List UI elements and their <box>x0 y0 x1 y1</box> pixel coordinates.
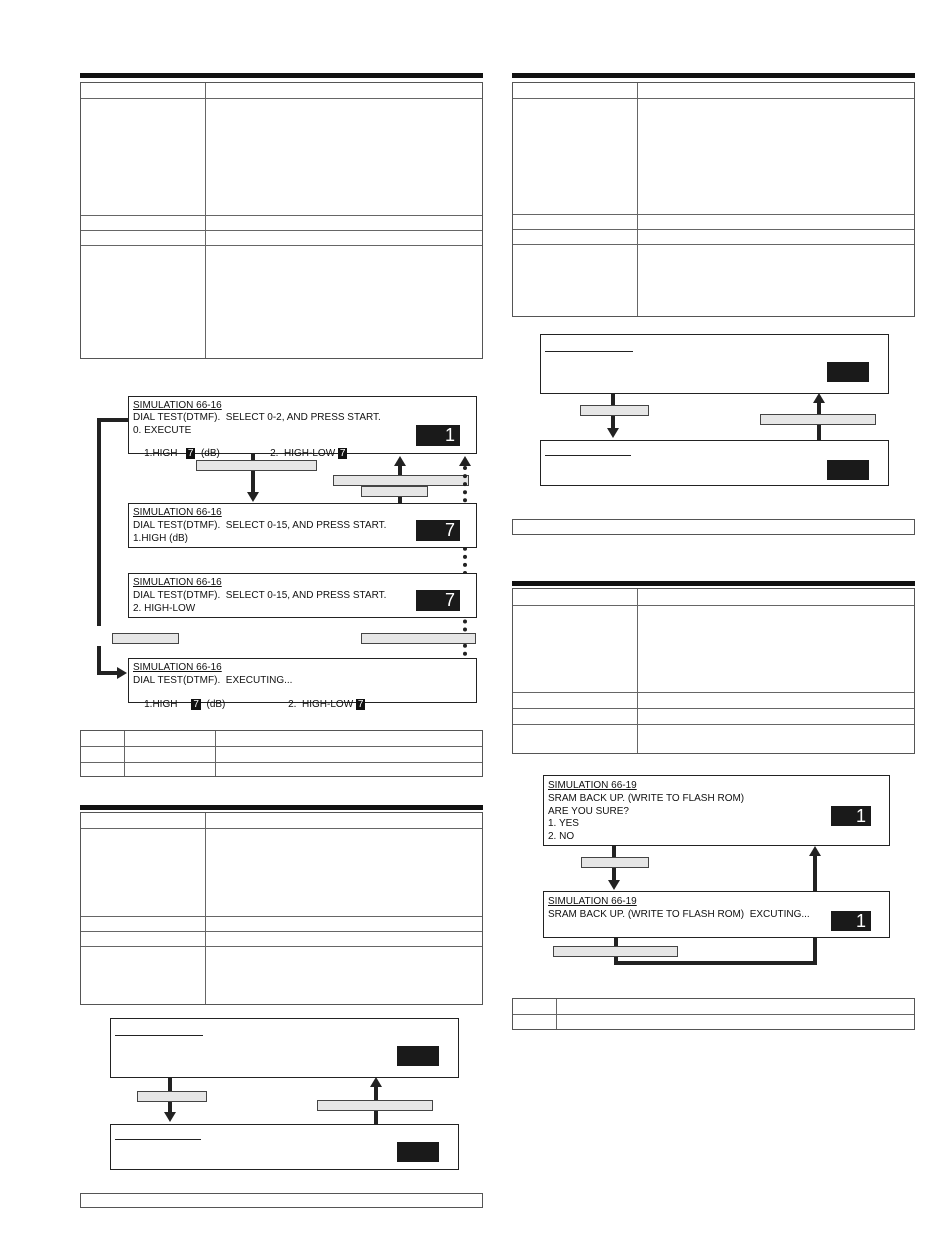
note-row-right <box>512 519 915 535</box>
key-label-blank <box>112 633 179 644</box>
blank-title-underline <box>545 455 631 456</box>
screen-title: SIMULATION 66-19 <box>548 780 637 791</box>
key-label-blank <box>317 1100 433 1111</box>
highlow-line <box>277 688 365 721</box>
screen-display: 1 <box>831 911 871 931</box>
screen-line: DIAL TEST(DTMF). EXECUTING... <box>133 675 293 686</box>
spec-table-mid-left <box>80 812 483 1005</box>
screen-line: 1.HIGH (dB) <box>133 533 189 544</box>
screen-display: 1 <box>416 425 460 446</box>
blank-display <box>827 460 869 480</box>
key-label-blank <box>760 414 876 425</box>
screen-line: SRAM BACK UP. (WRITE TO FLASH ROM) EXCUTING... <box>548 909 810 920</box>
screen-line-values <box>133 688 225 721</box>
flow-line-left <box>97 418 101 626</box>
arrow-right <box>117 667 127 679</box>
highlow-label: 2. HIGH-LOW <box>288 699 354 710</box>
key-label-blank <box>333 475 469 486</box>
db-label: (dB) <box>206 699 226 710</box>
key-label-blank <box>361 633 476 644</box>
note-row-left <box>80 1193 483 1208</box>
key-label-blank <box>196 460 317 471</box>
screen-line: DIAL TEST(DTMF). SELECT 0-15, AND PRESS START. <box>133 590 387 601</box>
db-label: (dB) <box>200 448 220 459</box>
value-table-right <box>512 998 915 1030</box>
screen-line: 0. EXECUTE <box>133 425 192 436</box>
screen-display: 1 <box>831 806 871 826</box>
high-label: 1.HIGH <box>144 699 178 710</box>
blank-display <box>397 1046 439 1066</box>
spec-table-top-right <box>512 82 915 317</box>
screen-66-19-executing <box>543 891 890 938</box>
highlow-value: 7 <box>357 699 364 710</box>
key-label-blank <box>581 857 649 868</box>
blank-display <box>397 1142 439 1162</box>
flow-line-bottom-left <box>97 646 101 674</box>
screen-title: SIMULATION 66-16 <box>133 662 222 673</box>
value-table-left <box>80 730 483 777</box>
screen-66-16-executing <box>128 658 477 710</box>
blank-screen-bottom-right <box>540 440 889 486</box>
screen-66-16-highlow <box>128 573 477 618</box>
arrow-up <box>813 393 825 403</box>
key-label-blank <box>580 405 649 416</box>
section-bar-top-right <box>512 73 915 78</box>
screen-title: SIMULATION 66-19 <box>548 896 637 907</box>
blank-screen-bottom <box>110 1124 459 1170</box>
arrow-down <box>164 1112 176 1122</box>
screen-display: 7 <box>416 590 460 611</box>
key-label-blank <box>553 946 678 957</box>
high-label: 1.HIGH <box>144 448 178 459</box>
screen-title: SIMULATION 66-16 <box>133 400 222 411</box>
screen-line: DIAL TEST(DTMF). SELECT 0-15, AND PRESS START. <box>133 520 387 531</box>
return-line-right <box>813 938 817 965</box>
screen-line: DIAL TEST(DTMF). SELECT 0-2, AND PRESS START. <box>133 412 381 423</box>
screen-66-16-select <box>128 396 477 459</box>
screen-line: 2. HIGH-LOW <box>133 603 196 614</box>
blank-screen-top <box>110 1018 459 1078</box>
arrow-up <box>394 456 406 466</box>
arrow-up-dotted <box>459 456 471 466</box>
highlow-label: 2. HIGH-LOW <box>270 448 336 459</box>
highlow-value: 7 <box>339 448 346 459</box>
arrow-down <box>247 492 259 502</box>
flow-arrow-up <box>813 856 817 891</box>
key-label-blank <box>361 486 428 497</box>
key-label-blank <box>137 1091 207 1102</box>
screen-title: SIMULATION 66-16 <box>133 577 222 588</box>
blank-title-underline <box>545 351 633 352</box>
high-value: 7 <box>187 448 194 459</box>
high-value: 7 <box>193 699 199 710</box>
screen-66-19-confirm <box>543 775 890 846</box>
screen-line: SRAM BACK UP. (WRITE TO FLASH ROM) <box>548 793 745 804</box>
flow-line-top <box>97 418 128 422</box>
screen-66-16-high <box>128 503 477 548</box>
section-bar-mid-right <box>512 581 915 586</box>
dotted-flow-line <box>463 466 471 656</box>
arrow-down <box>608 880 620 890</box>
spec-table-top-left <box>80 82 483 359</box>
return-line-bottom <box>614 961 817 965</box>
blank-title-underline <box>115 1139 201 1140</box>
spec-table-mid-right <box>512 588 915 754</box>
arrow-up <box>370 1077 382 1087</box>
option-yes: 1. YES <box>548 818 579 829</box>
section-bar-top-left <box>80 73 483 78</box>
blank-screen-top-right <box>540 334 889 394</box>
arrow-up <box>809 846 821 856</box>
blank-display <box>827 362 869 382</box>
arrow-down <box>607 428 619 438</box>
option-no: 2. NO <box>548 831 575 842</box>
section-bar-mid-left <box>80 805 483 810</box>
screen-title: SIMULATION 66-16 <box>133 507 222 518</box>
screen-line: ARE YOU SURE? <box>548 806 629 817</box>
blank-title-underline <box>115 1035 203 1036</box>
screen-display: 7 <box>416 520 460 541</box>
flow-line-bottom <box>97 671 117 675</box>
